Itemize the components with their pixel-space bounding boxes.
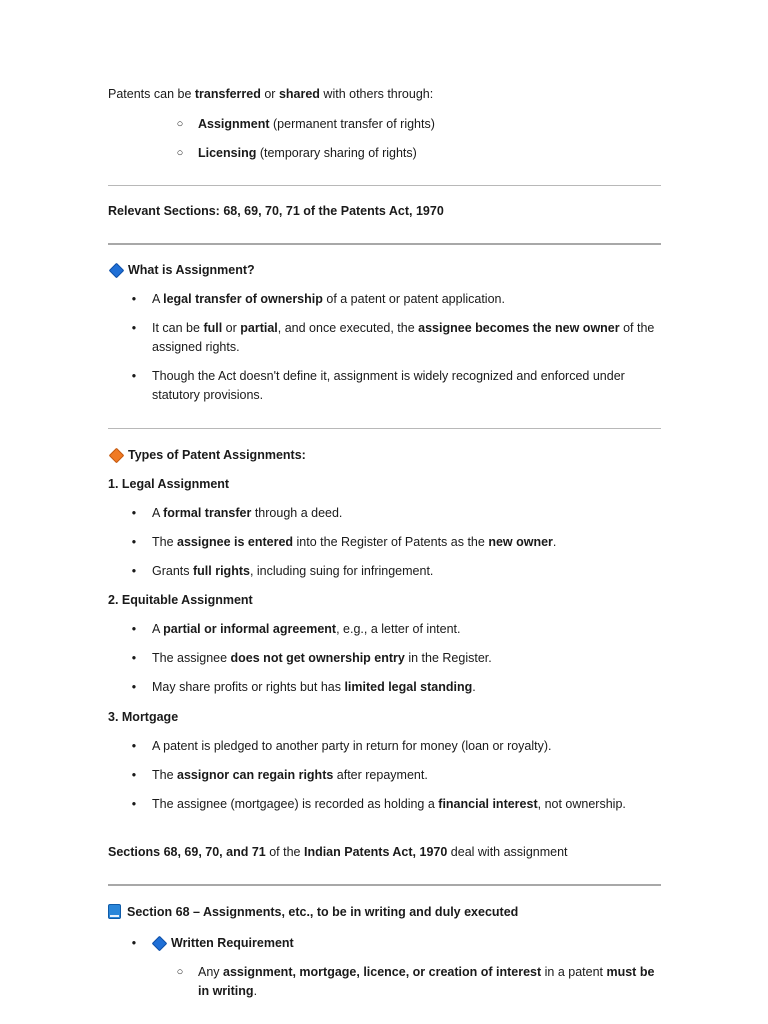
intro-text: Patents can be: [108, 87, 195, 101]
legal-assignment-title: [108, 475, 229, 494]
item-text: The assignee (mortgagee) is recorded as holding a: [152, 797, 439, 811]
item-bold: formal transfer: [163, 506, 252, 520]
item-bold: does not get ownership entry: [230, 651, 405, 665]
item-bold: assignor can regain rights: [177, 768, 334, 782]
circle-bullet-icon: ○: [176, 147, 184, 159]
item-text: A patent is pledged to another party in return for money (loan or royalty).: [152, 739, 552, 753]
item-text: after repayment.: [333, 768, 428, 782]
item-bold: financial interest: [438, 797, 538, 811]
item-bold: assignee is entered: [177, 535, 294, 549]
orange-diamond-icon: [109, 447, 125, 463]
circle-bullet-icon: ○: [176, 966, 184, 978]
item-text: , not ownership.: [537, 797, 626, 811]
bullet-icon: •: [131, 321, 137, 335]
item-bold: Indian Patents Act, 1970: [303, 845, 448, 859]
bullet-icon: •: [131, 680, 137, 694]
bullet-icon: •: [131, 936, 137, 950]
intro-text: with others through:: [319, 87, 434, 101]
item-text: of the assigned rights.: [152, 321, 655, 354]
divider: [108, 884, 661, 886]
subheading-text: 3. Mortgage: [108, 710, 179, 724]
item-text: deal with assignment: [447, 845, 568, 859]
item-text: A: [152, 622, 164, 636]
types-heading: [108, 446, 306, 465]
item-text: The: [152, 535, 178, 549]
relevant-sections: [108, 202, 444, 221]
bullet-icon: •: [131, 506, 137, 520]
item-bold: Assignment: [198, 117, 270, 131]
blue-diamond-icon: [109, 262, 125, 278]
circle-bullet-icon: ○: [176, 118, 184, 130]
item-bold: must be in writing: [198, 965, 655, 998]
blue-diamond-icon: [152, 935, 168, 951]
item-bold: partial or informal agreement: [163, 622, 337, 636]
section-68-heading-text: Section 68 – Assignments, etc., to be in writing and duly executed: [127, 905, 519, 919]
bullet-icon: •: [131, 768, 137, 782]
item-bold: limited legal standing: [344, 680, 473, 694]
item-text: in a patent: [541, 965, 607, 979]
intro-bold-shared: shared: [278, 87, 320, 101]
intro-bold-transferred: transferred: [194, 87, 261, 101]
what-is-heading-text: What is Assignment?: [128, 263, 255, 277]
intro-text: or: [260, 87, 279, 101]
item-bold: assignment, mortgage, licence, or creation of interest: [223, 965, 542, 979]
item-text: or: [222, 321, 241, 335]
item-text: A: [152, 506, 164, 520]
item-bold: Written Requirement: [171, 936, 294, 950]
item-text: (permanent transfer of rights): [269, 117, 435, 131]
sections-line: [108, 843, 568, 862]
item-bold: full rights: [193, 564, 250, 578]
bullet-icon: •: [131, 797, 137, 811]
item-text: The assignee: [152, 651, 231, 665]
item-text: .: [472, 680, 476, 694]
relevant-sections-text: Relevant Sections: 68, 69, 70, 71 of the Patents Act, 1970: [108, 204, 444, 218]
divider: [108, 428, 661, 429]
subheading-text: 2. Equitable Assignment: [108, 593, 253, 607]
item-text: .: [552, 535, 557, 549]
intro-paragraph: [108, 85, 433, 104]
blue-book-icon: [108, 904, 121, 919]
item-text: of a patent or patent application.: [322, 292, 505, 306]
bullet-icon: •: [131, 651, 137, 665]
item-text: , e.g., a letter of intent.: [336, 622, 461, 636]
bullet-icon: •: [131, 739, 137, 753]
bullet-icon: •: [131, 369, 137, 383]
item-text: Grants: [152, 564, 193, 578]
item-bold: full: [203, 321, 223, 335]
item-text: Though the Act doesn't define it, assignment is widely recognized and enforced under statutory provisions.: [152, 369, 625, 402]
item-text: It can be: [152, 321, 204, 335]
divider: [108, 185, 661, 186]
bullet-icon: •: [131, 292, 137, 306]
item-text: May share profits or rights but has: [152, 680, 345, 694]
item-text: in the Register.: [404, 651, 492, 665]
item-bold: partial: [240, 321, 278, 335]
types-heading-text: Types of Patent Assignments:: [128, 448, 306, 462]
item-bold: Sections 68, 69, 70, and 71: [108, 845, 266, 859]
item-bold: Licensing: [198, 146, 257, 160]
item-bold: assignee becomes the new owner: [418, 321, 620, 335]
section-68-heading: [108, 903, 518, 922]
what-is-heading: [108, 261, 255, 280]
item-text: of the: [265, 845, 304, 859]
item-text: , and once executed, the: [277, 321, 419, 335]
item-text: (temporary sharing of rights): [256, 146, 417, 160]
item-text: through a deed.: [251, 506, 343, 520]
divider: [108, 243, 661, 245]
item-text: A: [152, 292, 164, 306]
item-bold: new owner: [488, 535, 553, 549]
bullet-icon: •: [131, 564, 137, 578]
bullet-icon: •: [131, 622, 137, 636]
item-text: .: [253, 984, 258, 998]
mortgage-title: [108, 708, 178, 727]
item-text: , including suing for infringement.: [249, 564, 434, 578]
equitable-assignment-title: [108, 591, 253, 610]
item-bold: legal transfer of ownership: [163, 292, 323, 306]
bullet-icon: •: [131, 535, 137, 549]
item-text: The: [152, 768, 178, 782]
subheading-text: 1. Legal Assignment: [108, 477, 230, 491]
item-text: Any: [198, 965, 224, 979]
item-text: into the Register of Patents as the: [293, 535, 489, 549]
